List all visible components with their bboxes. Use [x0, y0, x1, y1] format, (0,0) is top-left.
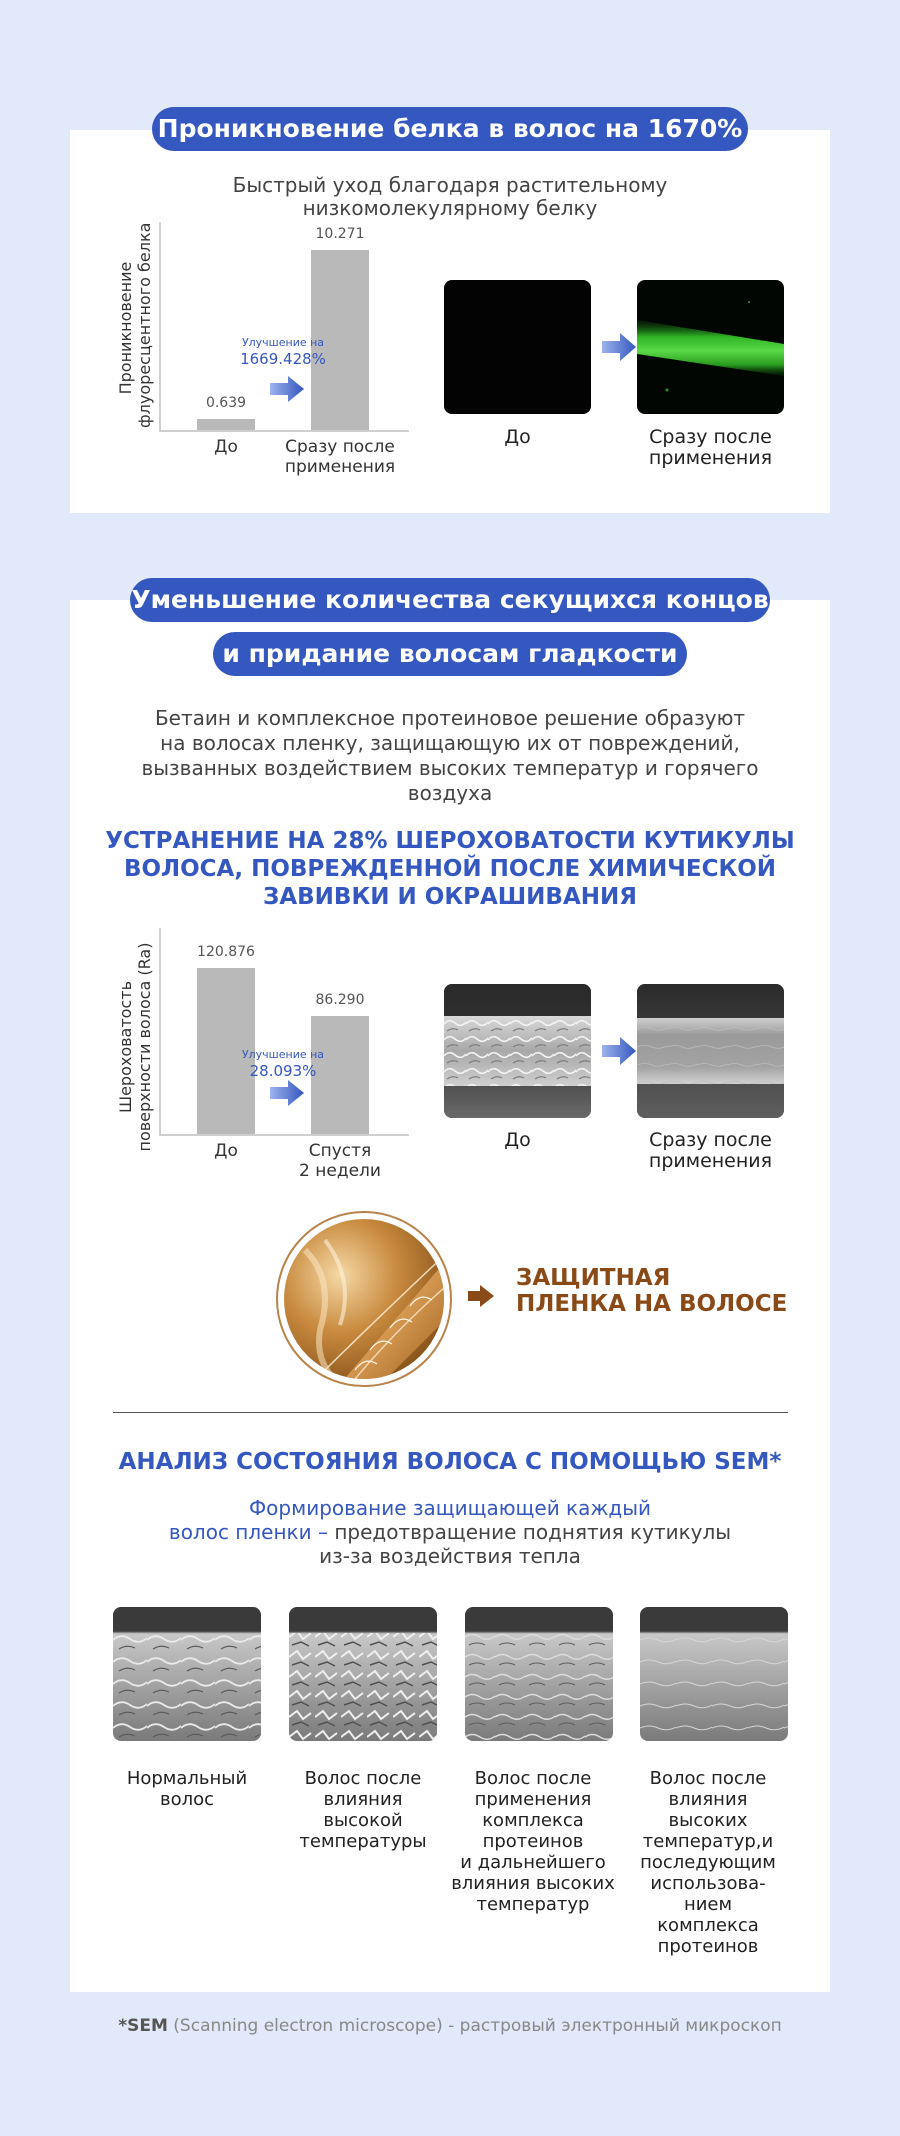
chart2-value-label-1: 120.876 [197, 944, 255, 961]
chart1-x-label-2-line-2: применения [284, 457, 396, 477]
sem-strand-after-caption-line2: применения [648, 1150, 773, 1172]
chart2-arrow-icon [270, 1080, 304, 1106]
fluorescence-before-image [444, 280, 591, 414]
sem-normal-hair-texture [113, 1607, 261, 1741]
chart1-x-axis [159, 430, 409, 432]
fluorescence-after-image [637, 280, 784, 414]
footnote [0, 2016, 900, 2036]
sem-caption-4-line-5: последующим [640, 1852, 776, 1873]
protective-film-label-line2: ПЛЕНКА НА ВОЛОСЕ [516, 1291, 788, 1317]
sem-caption-4 [623, 1768, 793, 1957]
sem-heat-then-protein-texture [640, 1607, 788, 1741]
sem-caption-3-line-7: температур [476, 1894, 590, 1915]
protective-film-arrow-icon [468, 1285, 494, 1307]
protective-film-label [516, 1265, 787, 1317]
chart2-x-label-2 [270, 1141, 410, 1181]
sem-caption-2-line-1: Волос после [304, 1768, 422, 1789]
chart2-x-label-2-line-2: 2 недели [299, 1161, 381, 1181]
sem-strand-after-image [637, 984, 784, 1118]
sem-normal-hair-image [113, 1607, 261, 1741]
smooth-hair-strand [637, 984, 784, 1118]
chart2-y-axis-title-line1: Шероховатость [116, 980, 135, 1114]
sem-caption-4-line-4: температур,и [642, 1831, 774, 1852]
sem-caption-4-line-2: влияния [668, 1789, 748, 1810]
sem-strand-after-caption-line1: Сразу после [649, 1129, 772, 1151]
protein-penetration-pill: Проникновение белка в волос на 1670% [152, 107, 748, 151]
fluorescent-hair-strand [637, 280, 784, 414]
sem-heat-damaged-image [289, 1607, 437, 1741]
sem-caption-3-line-6: влияния высоких [451, 1873, 615, 1894]
chart2-improvement-value: 28.093% [249, 1062, 317, 1080]
roughness-headline-line1: УСТРАНЕНИЕ НА 28% ШЕРОХОВАТОСТИ КУТИКУЛЫ [105, 828, 795, 854]
sem-subtitle-line2 [0, 1521, 900, 1543]
chart1-improvement-label: Улучшение на [241, 336, 325, 349]
sem-caption-4-line-9: протеинов [657, 1936, 759, 1957]
chart2-x-label-1-line-1: До [214, 1141, 238, 1161]
sem-caption-4-line-1: Волос после [649, 1768, 767, 1789]
chart1-arrow-icon [270, 376, 304, 402]
sem-caption-1 [102, 1768, 272, 1810]
chart1-y-axis-title-line2: флуоресцентного белка [135, 222, 154, 428]
fluorescence-after-caption-line1: Сразу после [649, 426, 772, 448]
chart2-x-axis [159, 1134, 409, 1136]
sem-caption-2-line-2: влияния [323, 1789, 403, 1810]
sem-strand-after-caption [619, 1130, 802, 1172]
chart1-x-label-1-line-1: До [214, 437, 238, 457]
section1-subtitle-line2: низкомолекулярному белку [302, 196, 598, 220]
chart1-value-label-2: 10.271 [315, 226, 365, 243]
sem-analysis-title: АНАЛИЗ СОСТОЯНИЯ ВОЛОСА С ПОМОЩЬЮ SEM* [118, 1449, 782, 1475]
section2-body-line3: вызванных воздействием высоких температур и горячего [141, 756, 759, 780]
sem-caption-1-line-2: волос [159, 1789, 215, 1810]
section-divider [113, 1412, 788, 1413]
sem-caption-2 [278, 1768, 448, 1852]
sem-caption-3-line-1: Волос после [474, 1768, 592, 1789]
split-ends-pill-line2: и придание волосам гладкости [213, 632, 687, 676]
protective-film-label-line1: ЗАЩИТНАЯ [516, 1265, 671, 1291]
chart2-y-axis-title [116, 927, 156, 1167]
footnote-sem-abbr: *SEM [118, 2016, 168, 2036]
sem-caption-4-line-7: нием [683, 1894, 733, 1915]
chart2-improvement-label: Улучшение на [241, 1048, 325, 1061]
sem-subtitle-line1: Формирование защищающей каждый [248, 1496, 652, 1520]
sem-heat-damaged-texture [289, 1607, 437, 1741]
sem-strand-before-caption: До [504, 1129, 531, 1151]
chart2-y-axis [159, 928, 161, 1136]
split-ends-pill-line1: Уменьшение количества секущихся концов [130, 578, 770, 622]
chart2-y-axis-title-line2: поверхности волоса (Ra) [135, 942, 154, 1152]
fluorescence-before-caption: До [504, 426, 531, 448]
chart1-x-label-2 [270, 437, 410, 477]
chart2-x-label-2-line-1: Спустя [308, 1141, 372, 1161]
sem-caption-2-line-3: высокой [323, 1810, 403, 1831]
sem-caption-2-line-4: температуры [299, 1831, 427, 1852]
fluorescence-after-caption-line2: применения [648, 447, 773, 469]
sem-protein-then-heat-image [465, 1607, 613, 1741]
sem-caption-4-line-8: комплекса [657, 1915, 759, 1936]
section2-body-line4: воздуха [407, 781, 493, 805]
rough-hair-strand [444, 984, 591, 1118]
section2-body-line1: Бетаин и комплексное протеиновое решение образуют [154, 706, 746, 730]
sem-subtitle-line2-gray: предотвращение поднятия кутикулы [327, 1520, 732, 1544]
chart1-improvement-value: 1669.428% [240, 350, 326, 368]
chart1-y-axis-title [116, 222, 156, 428]
section2-body-line2: на волосах пленку, защищающую их от повреждений, [160, 731, 740, 755]
sem-strand-before-image [444, 984, 591, 1118]
sem-protein-then-heat-texture [465, 1607, 613, 1741]
chart1-bar-1 [197, 419, 255, 430]
roughness-headline-line2: ВОЛОСА, ПОВРЕЖДЕННОЙ ПОСЛЕ ХИМИЧЕСКОЙ [123, 856, 777, 882]
sem-caption-3-line-3: комплекса [482, 1810, 584, 1831]
sem-subtitle-line3: из-за воздействия тепла [319, 1544, 581, 1568]
chart1-y-axis-title-line1: Проникновение [116, 261, 135, 395]
protective-film-illustration [275, 1210, 453, 1388]
sem-caption-3-line-5: и дальнейшего [460, 1852, 606, 1873]
chart1-improvement [228, 336, 338, 368]
sem-heat-then-protein-image [640, 1607, 788, 1741]
chart1-y-axis [159, 222, 161, 432]
sem-caption-4-line-3: высоких [668, 1810, 748, 1831]
chart2-value-label-2: 86.290 [315, 991, 365, 1008]
sem-caption-3-line-4: протеинов [482, 1831, 584, 1852]
fluorescence-arrow-icon [602, 333, 636, 361]
sem-strand-arrow-icon [602, 1037, 636, 1065]
section1-subtitle-line1: Быстрый уход благодаря растительному [232, 173, 668, 197]
sem-caption-3-line-2: применения [474, 1789, 592, 1810]
sem-subtitle-line2-blue: волос пленки – [168, 1520, 328, 1544]
chart1-value-label-1: 0.639 [205, 394, 247, 411]
roughness-headline-line3: ЗАВИВКИ И ОКРАШИВАНИЯ [263, 884, 637, 910]
sem-caption-3 [448, 1768, 618, 1915]
fluorescence-after-caption [619, 427, 802, 469]
sem-caption-1-line-1: Нормальный [126, 1768, 248, 1789]
sem-caption-4-line-6: использова- [650, 1873, 766, 1894]
chart1-x-label-2-line-1: Сразу после [285, 437, 395, 457]
footnote-text: (Scanning electron microscope) - растровый электронный микроскоп [167, 2016, 782, 2036]
chart2-improvement [228, 1048, 338, 1080]
